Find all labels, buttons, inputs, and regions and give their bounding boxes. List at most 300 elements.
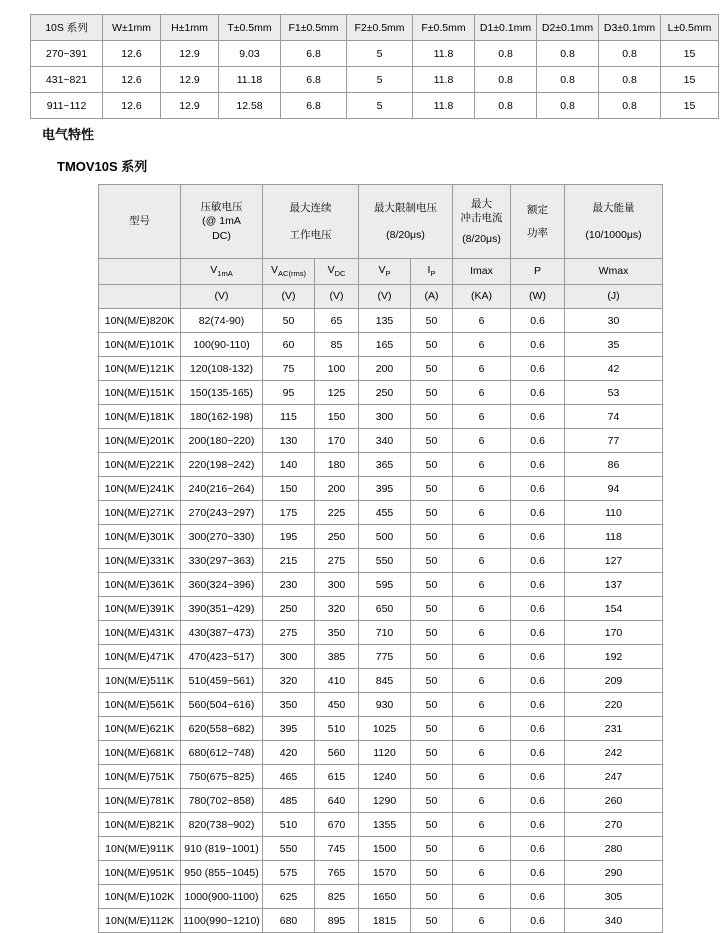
spec-imax: 6 <box>453 669 511 693</box>
spec-vdc: 85 <box>315 333 359 357</box>
spec-header-max-continuous <box>263 185 359 259</box>
spec-energy: 231 <box>565 717 663 741</box>
spec-vp: 1290 <box>359 789 411 813</box>
spec-energy: 86 <box>565 453 663 477</box>
spec-ip: 50 <box>411 573 453 597</box>
dimension-table <box>30 14 719 119</box>
spec-imax: 6 <box>453 501 511 525</box>
spec-vdc: 125 <box>315 381 359 405</box>
table-row <box>99 309 663 333</box>
spec-model: 10N(M/E)181K <box>99 405 181 429</box>
spec-vac: 230 <box>263 573 315 597</box>
spec-power: 0.6 <box>511 573 565 597</box>
spec-vac: 60 <box>263 333 315 357</box>
spec-energy: 30 <box>565 309 663 333</box>
spec-vac: 50 <box>263 309 315 333</box>
table-row <box>31 67 719 93</box>
spec-v1ma: 300(270~330) <box>181 525 263 549</box>
spec-vac: 150 <box>263 477 315 501</box>
spec-power: 0.6 <box>511 309 565 333</box>
spec-vac: 195 <box>263 525 315 549</box>
dim-cell: 5 <box>347 93 413 119</box>
spec-energy: 170 <box>565 621 663 645</box>
dim-cell: 6.8 <box>281 41 347 67</box>
spec-power: 0.6 <box>511 765 565 789</box>
spec-vac: 395 <box>263 717 315 741</box>
spec-power: 0.6 <box>511 549 565 573</box>
spec-vp: 300 <box>359 405 411 429</box>
dim-header-cell: T±0.5mm <box>219 15 281 41</box>
table-row <box>99 813 663 837</box>
spec-symbol-vp <box>359 259 411 285</box>
symbol-base: V <box>271 264 279 277</box>
spec-vdc: 825 <box>315 885 359 909</box>
power-line1: 额定 <box>527 204 548 217</box>
spec-v1ma: 780(702~858) <box>181 789 263 813</box>
spec-imax: 6 <box>453 597 511 621</box>
spec-ip: 50 <box>411 525 453 549</box>
spec-vac: 215 <box>263 549 315 573</box>
spec-power: 0.6 <box>511 909 565 933</box>
spec-model: 10N(M/E)121K <box>99 357 181 381</box>
spec-symbol-vacrms <box>263 259 315 285</box>
clamping-line1: 最大限制电压 <box>374 202 437 215</box>
symbol-base: V <box>378 264 386 277</box>
spec-energy: 209 <box>565 669 663 693</box>
dim-header-cell: D3±0.1mm <box>599 15 661 41</box>
spec-symbol-row <box>99 259 663 285</box>
dim-cell: 12.9 <box>161 67 219 93</box>
spec-vac: 420 <box>263 741 315 765</box>
spec-ip: 50 <box>411 909 453 933</box>
spec-imax: 6 <box>453 789 511 813</box>
energy-line1: 最大能量 <box>592 202 635 215</box>
spec-ip: 50 <box>411 621 453 645</box>
spec-vdc: 100 <box>315 357 359 381</box>
spec-model: 10N(M/E)102K <box>99 885 181 909</box>
spec-model: 10N(M/E)331K <box>99 549 181 573</box>
max-continuous-line2: 工作电压 <box>289 228 332 241</box>
spec-vp: 1650 <box>359 885 411 909</box>
spec-v1ma: 1000(900-1100) <box>181 885 263 909</box>
dim-cell: 11.8 <box>413 41 475 67</box>
dim-cell: 6.8 <box>281 93 347 119</box>
dim-cell: 0.8 <box>599 67 661 93</box>
spec-imax: 6 <box>453 381 511 405</box>
spec-model: 10N(M/E)151K <box>99 381 181 405</box>
spec-energy: 77 <box>565 429 663 453</box>
dim-cell: 12.6 <box>103 41 161 67</box>
spec-model: 10N(M/E)301K <box>99 525 181 549</box>
spec-power: 0.6 <box>511 717 565 741</box>
table-row <box>99 621 663 645</box>
spec-v1ma: 560(504~616) <box>181 693 263 717</box>
dimension-table-wrapper <box>30 14 712 119</box>
spec-power: 0.6 <box>511 429 565 453</box>
spec-symbol-p: P <box>511 259 565 285</box>
spec-model: 10N(M/E)751K <box>99 765 181 789</box>
spec-symbol-imax: Imax <box>453 259 511 285</box>
spec-vdc: 450 <box>315 693 359 717</box>
spec-vdc: 640 <box>315 789 359 813</box>
spec-v1ma: 270(243~297) <box>181 501 263 525</box>
spec-model: 10N(M/E)241K <box>99 477 181 501</box>
spec-unit-blank <box>99 285 181 309</box>
spec-power: 0.6 <box>511 357 565 381</box>
spec-v1ma: 1100(990~1210) <box>181 909 263 933</box>
spec-v1ma: 510(459~561) <box>181 669 263 693</box>
surge-line1: 最大 <box>471 198 492 211</box>
spec-model: 10N(M/E)681K <box>99 741 181 765</box>
spec-imax: 6 <box>453 837 511 861</box>
spec-unit-cell: (V) <box>359 285 411 309</box>
spec-ip: 50 <box>411 453 453 477</box>
spec-imax: 6 <box>453 405 511 429</box>
table-row <box>99 597 663 621</box>
spec-v1ma: 620(558~682) <box>181 717 263 741</box>
spec-header-varistor-voltage <box>181 185 263 259</box>
spec-vac: 140 <box>263 453 315 477</box>
spec-vdc: 180 <box>315 453 359 477</box>
dim-cell: 15 <box>661 41 719 67</box>
spec-symbol-wmax: Wmax <box>565 259 663 285</box>
dim-header-cell: W±1mm <box>103 15 161 41</box>
spec-energy: 220 <box>565 693 663 717</box>
symbol-sub: DC <box>334 269 346 279</box>
spec-imax: 6 <box>453 621 511 645</box>
spec-vp: 395 <box>359 477 411 501</box>
spec-ip: 50 <box>411 837 453 861</box>
table-row <box>99 405 663 429</box>
spec-imax: 6 <box>453 861 511 885</box>
spec-model: 10N(M/E)361K <box>99 573 181 597</box>
table-row <box>99 357 663 381</box>
spec-v1ma: 200(180~220) <box>181 429 263 453</box>
spec-unit-cell: (W) <box>511 285 565 309</box>
spec-model: 10N(M/E)621K <box>99 717 181 741</box>
dim-cell: 0.8 <box>475 41 537 67</box>
table-row <box>99 525 663 549</box>
dim-cell: 12.6 <box>103 93 161 119</box>
dim-cell: 11.8 <box>413 67 475 93</box>
spec-energy: 74 <box>565 405 663 429</box>
dim-cell: 9.03 <box>219 41 281 67</box>
spec-energy: 305 <box>565 885 663 909</box>
table-row <box>99 669 663 693</box>
spec-table <box>98 184 663 933</box>
dim-cell: 12.6 <box>103 67 161 93</box>
spec-imax: 6 <box>453 357 511 381</box>
spec-vp: 1120 <box>359 741 411 765</box>
spec-v1ma: 750(675~825) <box>181 765 263 789</box>
spec-v1ma: 120(108-132) <box>181 357 263 381</box>
table-row <box>99 453 663 477</box>
spec-unit-cell: (V) <box>181 285 263 309</box>
spec-energy: 53 <box>565 381 663 405</box>
symbol-sub: 1mA <box>217 269 233 279</box>
spec-vdc: 615 <box>315 765 359 789</box>
spec-energy: 154 <box>565 597 663 621</box>
spec-imax: 6 <box>453 549 511 573</box>
spec-ip: 50 <box>411 549 453 573</box>
spec-vp: 135 <box>359 309 411 333</box>
spec-v1ma: 330(297~363) <box>181 549 263 573</box>
spec-energy: 270 <box>565 813 663 837</box>
spec-imax: 6 <box>453 429 511 453</box>
spec-ip: 50 <box>411 717 453 741</box>
spec-imax: 6 <box>453 477 511 501</box>
spec-v1ma: 910 (819~1001) <box>181 837 263 861</box>
spec-group-header-row <box>99 185 663 259</box>
spec-vdc: 250 <box>315 525 359 549</box>
spec-power: 0.6 <box>511 837 565 861</box>
spec-power: 0.6 <box>511 789 565 813</box>
table-row <box>99 765 663 789</box>
spec-imax: 6 <box>453 765 511 789</box>
spec-vp: 550 <box>359 549 411 573</box>
spec-vac: 115 <box>263 405 315 429</box>
dim-header-cell: H±1mm <box>161 15 219 41</box>
dim-cell: 12.9 <box>161 93 219 119</box>
dim-header-cell: L±0.5mm <box>661 15 719 41</box>
spec-imax: 6 <box>453 741 511 765</box>
spec-power: 0.6 <box>511 501 565 525</box>
spec-vdc: 300 <box>315 573 359 597</box>
spec-vdc: 65 <box>315 309 359 333</box>
spec-vp: 200 <box>359 357 411 381</box>
dim-cell: 0.8 <box>599 41 661 67</box>
table-row <box>31 41 719 67</box>
spec-energy: 35 <box>565 333 663 357</box>
dim-cell: 0.8 <box>537 41 599 67</box>
energy-line2: (10/1000μs) <box>585 228 642 241</box>
symbol-sub: P <box>430 269 436 279</box>
spec-energy: 94 <box>565 477 663 501</box>
spec-v1ma: 360(324~396) <box>181 573 263 597</box>
spec-v1ma: 430(387~473) <box>181 621 263 645</box>
symbol-sub: AC(rms) <box>278 269 306 279</box>
spec-v1ma: 820(738~902) <box>181 813 263 837</box>
spec-imax: 6 <box>453 525 511 549</box>
spec-imax: 6 <box>453 717 511 741</box>
spec-header-energy <box>565 185 663 259</box>
spec-model: 10N(M/E)431K <box>99 621 181 645</box>
max-continuous-line1: 最大连续 <box>289 202 332 215</box>
spec-ip: 50 <box>411 597 453 621</box>
table-row <box>99 645 663 669</box>
spec-vp: 455 <box>359 501 411 525</box>
dim-cell: 0.8 <box>599 93 661 119</box>
spec-ip: 50 <box>411 357 453 381</box>
varistor-voltage-line2: (@ 1mA <box>202 215 241 228</box>
dim-cell: 11.18 <box>219 67 281 93</box>
spec-vdc: 765 <box>315 861 359 885</box>
table-row <box>99 837 663 861</box>
spec-unit-cell: (V) <box>263 285 315 309</box>
spec-imax: 6 <box>453 885 511 909</box>
spec-vac: 320 <box>263 669 315 693</box>
spec-v1ma: 220(198~242) <box>181 453 263 477</box>
spec-v1ma: 680(612~748) <box>181 741 263 765</box>
spec-ip: 50 <box>411 309 453 333</box>
spec-ip: 50 <box>411 477 453 501</box>
spec-vac: 680 <box>263 909 315 933</box>
symbol-base: V <box>210 264 218 277</box>
spec-vac: 300 <box>263 645 315 669</box>
spec-symbol-v1ma <box>181 259 263 285</box>
spec-unit-row <box>99 285 663 309</box>
spec-energy: 247 <box>565 765 663 789</box>
spec-header-surge-current <box>453 185 511 259</box>
spec-vac: 250 <box>263 597 315 621</box>
dim-cell: 12.9 <box>161 41 219 67</box>
spec-vac: 350 <box>263 693 315 717</box>
spec-symbol-blank <box>99 259 181 285</box>
spec-vdc: 510 <box>315 717 359 741</box>
spec-header-model: 型号 <box>99 185 181 259</box>
spec-model: 10N(M/E)112K <box>99 909 181 933</box>
spec-model: 10N(M/E)951K <box>99 861 181 885</box>
spec-v1ma: 240(216~264) <box>181 477 263 501</box>
spec-vp: 1815 <box>359 909 411 933</box>
spec-vdc: 275 <box>315 549 359 573</box>
spec-power: 0.6 <box>511 381 565 405</box>
dim-cell: 15 <box>661 67 719 93</box>
spec-vp: 1025 <box>359 717 411 741</box>
spec-vp: 595 <box>359 573 411 597</box>
spec-vac: 550 <box>263 837 315 861</box>
dim-cell: 911~112 <box>31 93 103 119</box>
spec-vac: 465 <box>263 765 315 789</box>
section-heading: 电气特性 <box>42 127 95 142</box>
spec-vp: 365 <box>359 453 411 477</box>
spec-energy: 110 <box>565 501 663 525</box>
power-line2: 功率 <box>527 226 548 239</box>
spec-vp: 775 <box>359 645 411 669</box>
dim-cell: 5 <box>347 67 413 93</box>
clamping-line2: (8/20μs) <box>386 228 425 241</box>
spec-energy: 192 <box>565 645 663 669</box>
spec-model: 10N(M/E)221K <box>99 453 181 477</box>
dim-cell: 0.8 <box>475 93 537 119</box>
dim-cell: 270~391 <box>31 41 103 67</box>
spec-ip: 50 <box>411 645 453 669</box>
spec-model: 10N(M/E)511K <box>99 669 181 693</box>
series-heading: TMOV10S 系列 <box>57 159 148 174</box>
spec-vdc: 200 <box>315 477 359 501</box>
dim-header-cell: F1±0.5mm <box>281 15 347 41</box>
spec-power: 0.6 <box>511 477 565 501</box>
table-row <box>99 477 663 501</box>
dim-cell: 431~821 <box>31 67 103 93</box>
spec-model: 10N(M/E)101K <box>99 333 181 357</box>
spec-unit-cell: (V) <box>315 285 359 309</box>
spec-model: 10N(M/E)821K <box>99 813 181 837</box>
spec-vp: 250 <box>359 381 411 405</box>
dim-header-cell: 10S 系列 <box>31 15 103 41</box>
spec-vdc: 670 <box>315 813 359 837</box>
spec-energy: 242 <box>565 741 663 765</box>
spec-vdc: 410 <box>315 669 359 693</box>
spec-ip: 50 <box>411 885 453 909</box>
spec-model: 10N(M/E)391K <box>99 597 181 621</box>
spec-vac: 625 <box>263 885 315 909</box>
spec-header-clamping <box>359 185 453 259</box>
spec-power: 0.6 <box>511 597 565 621</box>
spec-power: 0.6 <box>511 645 565 669</box>
dim-header-cell: D1±0.1mm <box>475 15 537 41</box>
spec-power: 0.6 <box>511 861 565 885</box>
spec-vp: 1570 <box>359 861 411 885</box>
spec-vp: 650 <box>359 597 411 621</box>
spec-imax: 6 <box>453 813 511 837</box>
table-row <box>99 741 663 765</box>
table-header-row <box>31 15 719 41</box>
dim-cell: 5 <box>347 41 413 67</box>
spec-vac: 510 <box>263 813 315 837</box>
spec-power: 0.6 <box>511 885 565 909</box>
table-row <box>99 501 663 525</box>
table-row <box>99 693 663 717</box>
dim-cell: 11.8 <box>413 93 475 119</box>
spec-power: 0.6 <box>511 333 565 357</box>
varistor-voltage-line3: DC) <box>212 229 231 242</box>
table-row <box>99 909 663 933</box>
spec-energy: 42 <box>565 357 663 381</box>
spec-imax: 6 <box>453 453 511 477</box>
spec-ip: 50 <box>411 405 453 429</box>
dim-header-cell: F±0.5mm <box>413 15 475 41</box>
spec-vp: 930 <box>359 693 411 717</box>
table-row <box>99 333 663 357</box>
dim-header-cell: F2±0.5mm <box>347 15 413 41</box>
spec-ip: 50 <box>411 693 453 717</box>
spec-vdc: 150 <box>315 405 359 429</box>
spec-power: 0.6 <box>511 741 565 765</box>
spec-symbol-ip <box>411 259 453 285</box>
spec-energy: 290 <box>565 861 663 885</box>
spec-vp: 1355 <box>359 813 411 837</box>
spec-vdc: 560 <box>315 741 359 765</box>
spec-v1ma: 82(74-90) <box>181 309 263 333</box>
table-row <box>99 717 663 741</box>
spec-power: 0.6 <box>511 453 565 477</box>
spec-unit-cell: (J) <box>565 285 663 309</box>
spec-model: 10N(M/E)561K <box>99 693 181 717</box>
symbol-sub: P <box>385 269 391 279</box>
table-row <box>99 885 663 909</box>
spec-energy: 127 <box>565 549 663 573</box>
dim-cell: 15 <box>661 93 719 119</box>
spec-vp: 1500 <box>359 837 411 861</box>
spec-vdc: 320 <box>315 597 359 621</box>
spec-v1ma: 390(351~429) <box>181 597 263 621</box>
spec-imax: 6 <box>453 573 511 597</box>
spec-ip: 50 <box>411 789 453 813</box>
spec-imax: 6 <box>453 309 511 333</box>
spec-vdc: 225 <box>315 501 359 525</box>
spec-ip: 50 <box>411 429 453 453</box>
spec-vp: 710 <box>359 621 411 645</box>
spec-header-power <box>511 185 565 259</box>
spec-vdc: 895 <box>315 909 359 933</box>
spec-imax: 6 <box>453 333 511 357</box>
spec-power: 0.6 <box>511 693 565 717</box>
spec-vac: 485 <box>263 789 315 813</box>
spec-ip: 50 <box>411 741 453 765</box>
spec-v1ma: 950 (855~1045) <box>181 861 263 885</box>
spec-vp: 340 <box>359 429 411 453</box>
